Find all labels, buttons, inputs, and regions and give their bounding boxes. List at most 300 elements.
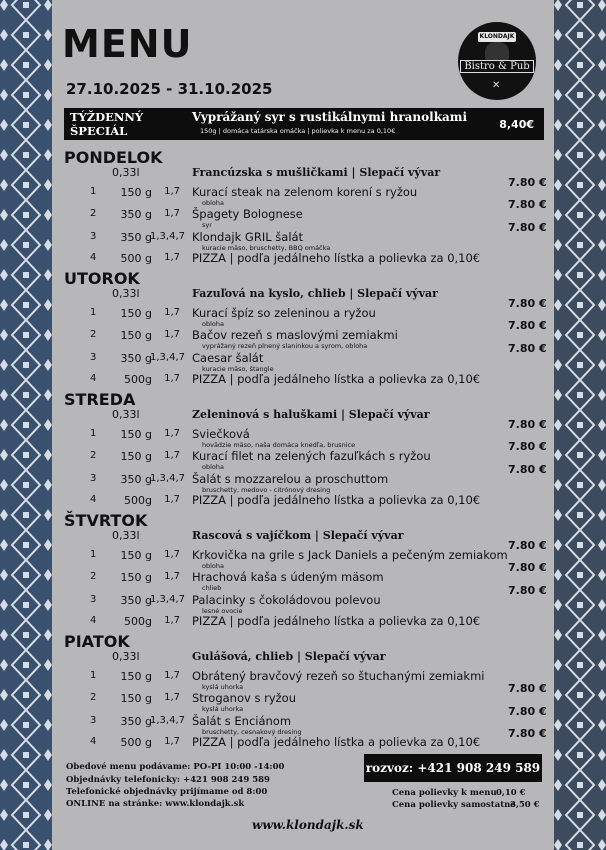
logo-main-text: Bistro & Pub [458,61,536,72]
edge-ornament [44,629,52,641]
edge-ornament [0,59,8,71]
edge-ornament [598,539,606,551]
soup-quantity: 0,33l [112,287,140,300]
edge-ornament [598,719,606,731]
ornament-center [23,512,29,518]
ornament-center [23,392,29,398]
page-title: MENU [62,22,193,66]
edge-ornament [598,179,606,191]
ornament-center [577,752,583,758]
ornament-center [577,482,583,488]
edge-ornament [598,419,606,431]
edge-ornament [598,209,606,221]
edge-ornament [554,809,562,821]
item-note: bruschetty, cesnakový dresing [202,728,302,736]
item-note: obloha [202,562,224,570]
item-weight: 350 g [120,594,152,607]
edge-ornament [44,599,52,611]
edge-ornament [598,809,606,821]
edge-ornament [44,0,52,11]
footer-phone-from: Telefonické objednávky prijímame od 8:00 [66,787,268,797]
ornament-center [23,422,29,428]
edge-ornament [598,239,606,251]
edge-ornament [44,329,52,341]
edge-ornament [598,629,606,641]
ornament-center [23,722,29,728]
ornament-center [577,152,583,158]
day-title: PONDELOK [64,148,163,167]
soup-name: Fazuľová na kyslo, chlieb | Slepačí vývar [192,287,438,300]
item-weight: 500g [124,615,152,628]
edge-ornament [0,239,8,251]
item-weight: 150 g [120,450,152,463]
item-number: 4 [90,615,97,626]
ornament-center [23,752,29,758]
soup-name: Gulášová, chlieb | Slepačí vývar [192,650,386,663]
edge-ornament [44,779,52,791]
ornament-center [577,452,583,458]
edge-ornament [554,89,562,101]
item-number: 3 [90,715,97,726]
item-weight: 350 g [120,208,152,221]
ornament-center [577,812,583,818]
edge-ornament [44,449,52,461]
item-weight: 500g [124,494,152,507]
soup-menu-price: 0,10 € [496,788,526,798]
edge-ornament [598,449,606,461]
ornament-center [23,782,29,788]
edge-ornament [44,689,52,701]
edge-ornament [598,779,606,791]
edge-ornament [554,389,562,401]
edge-ornament [598,749,606,761]
ornament-center [577,362,583,368]
item-dish: Krkovička na grile s Jack Daniels a pečeným zemiakom [192,548,508,562]
edge-ornament [44,209,52,221]
edge-ornament [554,209,562,221]
menu-page [52,0,554,850]
item-dish: PIZZA | podľa jedálneho lístka a polievka za 0,10€ [192,251,481,265]
edge-ornament [44,239,52,251]
item-weight: 350 g [120,231,152,244]
item-dish: PIZZA | podľa jedálneho lístka a polievka za 0,10€ [192,735,481,749]
edge-ornament [0,269,8,281]
item-price: 7.80 € [508,682,547,695]
ornament-center [23,62,29,68]
item-allergens: 1,7 [164,428,180,439]
folk-pattern-left [0,0,52,850]
ornament-center [23,452,29,458]
edge-ornament [0,599,8,611]
item-dish: PIZZA | podľa jedálneho lístka a polievka za 0,10€ [192,614,481,628]
item-allergens: 1,7 [164,615,180,626]
edge-ornament [0,419,8,431]
edge-ornament [0,539,8,551]
edge-ornament [554,29,562,41]
edge-ornament [0,509,8,521]
edge-ornament [598,389,606,401]
edge-ornament [0,659,8,671]
edge-ornament [0,179,8,191]
edge-ornament [598,119,606,131]
item-dish: Špagety Bolognese [192,207,303,221]
edge-ornament [0,119,8,131]
item-dish: Šalát s Enciánom [192,714,292,728]
item-dish: Palacinky s čokoládovou polevou [192,593,381,607]
edge-ornament [0,749,8,761]
edge-ornament [44,179,52,191]
item-dish: Hrachová kaša s údeným mäsom [192,570,384,584]
item-price: 7.80 € [508,539,547,552]
item-number: 1 [90,307,97,318]
item-note: kuracie mäso, bruschetty, BBQ omáčka [202,244,331,252]
item-dish: Kurací filet na zelených fazuľkách s ryžou [192,449,431,463]
edge-ornament [44,419,52,431]
item-number: 1 [90,428,97,439]
item-price: 7.80 € [508,440,547,453]
item-note: kuracie mäso, štangle [202,365,274,373]
item-allergens: 1,3,4,7 [150,594,185,605]
edge-ornament [554,599,562,611]
item-dish: Klondajk GRIL šalát [192,230,304,244]
item-number: 4 [90,373,97,384]
soup-name: Rascová s vajíčkom | Slepačí vývar [192,529,404,542]
ornament-center [577,392,583,398]
item-weight: 350 g [120,352,152,365]
edge-ornament [598,29,606,41]
item-price: 7.80 € [508,705,547,718]
item-dish: PIZZA | podľa jedálneho lístka a polievka za 0,10€ [192,493,481,507]
edge-ornament [554,329,562,341]
edge-ornament [554,269,562,281]
item-number: 3 [90,594,97,605]
item-number: 2 [90,450,97,461]
item-price: 7.80 € [508,727,547,740]
item-price: 7.80 € [508,297,547,310]
item-note: kyslá uhorka [202,705,244,713]
edge-ornament [598,509,606,521]
item-note: syr [202,221,212,229]
right-folk-border [554,0,606,850]
edge-ornament [598,839,606,850]
edge-ornament [44,359,52,371]
delivery-phone-banner: rozvoz: +421 908 249 589 [364,754,542,782]
edge-ornament [554,509,562,521]
ornament-center [23,182,29,188]
edge-ornament [0,719,8,731]
ornament-center [577,2,583,8]
edge-ornament [554,179,562,191]
edge-ornament [44,809,52,821]
item-number: 2 [90,692,97,703]
ornament-center [577,92,583,98]
ornament-center [577,572,583,578]
day-title: STREDA [64,390,136,409]
ornament-center [577,32,583,38]
ornament-center [23,542,29,548]
ornament-center [23,362,29,368]
item-note: obloha [202,463,224,471]
ornament-center [577,662,583,668]
ornament-center [23,92,29,98]
soup-quantity: 0,33l [112,408,140,421]
ornament-center [577,272,583,278]
item-number: 1 [90,186,97,197]
item-dish: Šalát s mozzarelou a proschuttom [192,472,389,486]
footer-hours: Obedové menu podávame: PO-PI 10:00 -14:00 [66,762,285,772]
item-price: 7.80 € [508,198,547,211]
edge-ornament [598,359,606,371]
edge-ornament [554,0,562,11]
edge-ornament [598,689,606,701]
edge-ornament [0,449,8,461]
item-price: 7.80 € [508,561,547,574]
edge-ornament [0,389,8,401]
item-allergens: 1,7 [164,494,180,505]
left-folk-border [0,0,52,850]
item-weight: 150 g [120,428,152,441]
edge-ornament [554,419,562,431]
edge-ornament [598,269,606,281]
folk-pattern-right [554,0,606,850]
ornament-center [23,572,29,578]
item-dish: Kurací špíz so zeleninou a ryžou [192,306,376,320]
edge-ornament [44,749,52,761]
item-number: 2 [90,571,97,582]
item-number: 3 [90,231,97,242]
edge-ornament [0,479,8,491]
item-note: lesné ovocie [202,607,243,615]
ornament-center [577,632,583,638]
logo-figure-icon [485,42,509,60]
day-title: PIATOK [64,632,130,651]
edge-ornament [598,59,606,71]
item-allergens: 1,7 [164,208,180,219]
soup-quantity: 0,33l [112,650,140,663]
item-dish: PIZZA | podľa jedálneho lístka a polievka za 0,10€ [192,372,481,386]
edge-ornament [554,299,562,311]
item-number: 2 [90,208,97,219]
edge-ornament [44,59,52,71]
edge-ornament [554,59,562,71]
edge-ornament [0,299,8,311]
edge-ornament [44,299,52,311]
ornament-center [23,242,29,248]
item-price: 7.80 € [508,319,547,332]
edge-ornament [0,89,8,101]
ornament-center [23,152,29,158]
edge-ornament [554,839,562,850]
ornament-center [23,482,29,488]
edge-ornament [0,359,8,371]
ornament-center [577,182,583,188]
item-dish: Sviečková [192,427,250,441]
edge-ornament [44,509,52,521]
edge-ornament [598,479,606,491]
edge-ornament [0,839,8,850]
item-note: chlieb [202,584,222,592]
special-description: 150g | domáca tatárska omáčka | polievka k menu za 0,10€ [200,127,396,135]
ornament-center [577,512,583,518]
item-dish: Obrátený bravčový rezeň so štuchanými zemiakmi [192,669,485,683]
edge-ornament [44,659,52,671]
item-allergens: 1,3,4,7 [150,715,185,726]
ornament-center [577,842,583,848]
edge-ornament [0,629,8,641]
soup-quantity: 0,33l [112,166,140,179]
edge-ornament [554,539,562,551]
item-dish: Stroganov s ryžou [192,691,296,705]
soup-alone-price-label: Cena polievky samostatne [392,800,516,810]
ornament-center [577,422,583,428]
item-weight: 150 g [120,549,152,562]
soup-name: Zeleninová s haluškami | Slepačí vývar [192,408,430,421]
item-weight: 150 g [120,329,152,342]
edge-ornament [0,209,8,221]
ornament-center [23,272,29,278]
item-allergens: 1,7 [164,450,180,461]
ornament-center [577,122,583,128]
item-weight: 150 g [120,186,152,199]
item-allergens: 1,7 [164,186,180,197]
edge-ornament [554,659,562,671]
ornament-center [23,32,29,38]
ornament-center [23,692,29,698]
edge-ornament [554,479,562,491]
item-weight: 500 g [120,736,152,749]
edge-ornament [0,329,8,341]
item-price: 7.80 € [508,221,547,234]
item-weight: 500 g [120,252,152,265]
edge-ornament [554,239,562,251]
date-range: 27.10.2025 - 31.10.2025 [66,80,273,98]
item-allergens: 1,7 [164,670,180,681]
item-number: 1 [90,670,97,681]
ornament-center [577,722,583,728]
edge-ornament [554,149,562,161]
special-label: TÝŽDENNÝ ŠPECIÁL [70,110,144,138]
item-weight: 150 g [120,571,152,584]
ornament-center [23,632,29,638]
item-note: obloha [202,320,224,328]
item-weight: 150 g [120,670,152,683]
edge-ornament [0,779,8,791]
item-note: obloha [202,199,224,207]
edge-ornament [554,779,562,791]
logo-top-text: KLONDAJK [479,33,515,40]
edge-ornament [0,569,8,581]
soup-quantity: 0,33l [112,529,140,542]
item-number: 3 [90,473,97,484]
item-price: 7.80 € [508,584,547,597]
item-allergens: 1,7 [164,549,180,560]
item-number: 4 [90,252,97,263]
item-note: hovädzie mäso, naša domáca knedľa, brusnice [202,441,356,449]
item-weight: 150 g [120,692,152,705]
item-allergens: 1,7 [164,373,180,384]
item-dish: Caesar šalát [192,351,264,365]
edge-ornament [44,269,52,281]
item-number: 4 [90,494,97,505]
edge-ornament [554,629,562,641]
edge-ornament [0,149,8,161]
ornament-center [577,332,583,338]
item-allergens: 1,7 [164,571,180,582]
soup-alone-price: 3,50 € [510,800,540,810]
ornament-center [23,302,29,308]
edge-ornament [0,29,8,41]
ornament-center [577,302,583,308]
ornament-center [577,542,583,548]
edge-ornament [44,839,52,850]
item-price: 7.80 € [508,342,547,355]
edge-ornament [0,0,8,11]
edge-ornament [598,659,606,671]
edge-ornament [554,119,562,131]
edge-ornament [44,569,52,581]
item-weight: 350 g [120,473,152,486]
item-note: kyslá uhorka [202,683,244,691]
item-weight: 350 g [120,715,152,728]
soup-menu-price-label: Cena polievky k menu [392,788,497,798]
item-allergens: 1,7 [164,736,180,747]
edge-ornament [44,539,52,551]
item-number: 3 [90,352,97,363]
ornament-center [577,782,583,788]
footer-phone-orders: Objednávky telefonicky: +421 908 249 589 [66,775,270,785]
ornament-center [23,842,29,848]
ornament-center [577,692,583,698]
edge-ornament [554,719,562,731]
soup-name: Francúzska s mušličkami | Slepačí vývar [192,166,441,179]
footer-online: ONLINE na stránke: www.klondajk.sk [66,799,245,809]
cutlery-icon: ✕ [492,80,501,91]
ornament-center [577,212,583,218]
edge-ornament [0,689,8,701]
day-title: ŠTVRTOK [64,511,148,530]
edge-ornament [44,149,52,161]
item-number: 1 [90,549,97,560]
edge-ornament [44,89,52,101]
ornament-center [23,812,29,818]
edge-ornament [554,449,562,461]
item-price: 7.80 € [508,418,547,431]
edge-ornament [554,749,562,761]
ornament-center [23,212,29,218]
edge-ornament [598,0,606,11]
website-link[interactable]: www.klondajk.sk [252,818,364,832]
edge-ornament [598,299,606,311]
edge-ornament [598,149,606,161]
item-allergens: 1,7 [164,307,180,318]
ornament-center [23,662,29,668]
edge-ornament [554,359,562,371]
edge-ornament [44,719,52,731]
item-note: bruschetty, medovo - citrónový dresing [202,486,331,494]
edge-ornament [554,569,562,581]
item-allergens: 1,3,4,7 [150,231,185,242]
special-name: Vyprážaný syr s rustikálnymi hranolkami [192,110,468,124]
special-price: 8,40€ [499,118,534,131]
edge-ornament [598,599,606,611]
item-price: 7.80 € [508,176,547,189]
item-allergens: 1,3,4,7 [150,352,185,363]
edge-ornament [598,569,606,581]
item-number: 2 [90,329,97,340]
ornament-center [577,602,583,608]
edge-ornament [554,689,562,701]
item-dish: Kurací steak na zelenom korení s ryžou [192,185,418,199]
